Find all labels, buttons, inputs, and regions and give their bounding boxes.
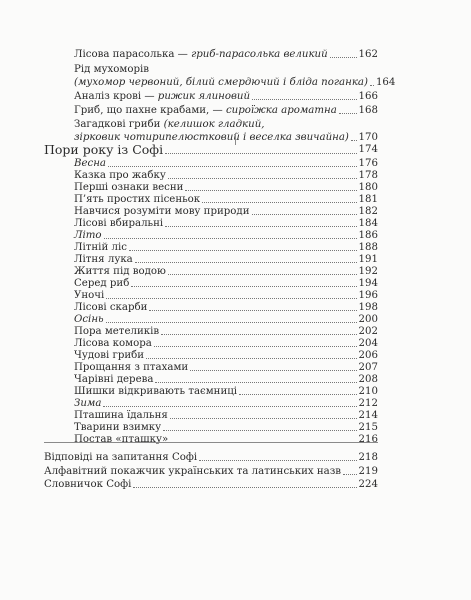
toc-back-matter-entry[interactable] [44,479,378,491]
toc-entry-title: Серед риб [74,278,130,289]
leader-dots [106,322,357,323]
toc-page-number: 194 [358,278,378,289]
toc-entry-title: Життя під водою [74,266,166,277]
toc-page-number: 166 [358,91,378,102]
toc-page-number: 196 [358,290,378,301]
leader-dots [351,140,357,141]
toc-entry-title: Лісові вбиральні [74,218,164,229]
leader-dots [330,57,357,58]
toc-page-number: 164 [375,77,396,88]
leader-dots [252,214,357,215]
leader-dots [103,406,356,407]
toc-entry[interactable] [74,77,396,89]
leader-dots [252,99,357,100]
toc-page-number: 207 [358,362,378,373]
leader-dots [202,202,356,203]
toc-page-number: 224 [358,479,378,490]
toc-entry-subtitle: рижик ялиновий [157,91,251,102]
toc-entry[interactable] [74,434,378,446]
toc-entry[interactable] [74,105,378,117]
toc-entry-title: Чудові гриби [74,350,145,361]
toc-page-number: 218 [358,452,378,463]
leader-dots [108,166,357,167]
toc-entry-title: Рід мухоморів [74,64,149,75]
leader-dots [155,382,356,383]
toc-entry[interactable] [74,386,378,398]
leader-dots [370,85,374,86]
leader-dots [165,226,356,227]
toc-entry-subtitle: сироїжка ароматна [225,105,337,116]
toc-entry-title: Тварини взимку [74,422,162,433]
toc-entry[interactable] [74,182,378,194]
toc-entry[interactable] [74,374,378,386]
toc-page-number: 214 [358,410,378,421]
toc-entry[interactable] [74,242,378,254]
leader-dots [106,298,356,299]
leader-dots [133,487,356,488]
toc-entry-title: Казка про жабку [74,170,166,181]
toc-entry-title: Шишки відкривають таємниці [74,386,238,397]
toc-page-number: 200 [358,314,378,325]
toc-page-number: 184 [358,218,378,229]
toc-entry[interactable] [74,170,378,182]
toc-page-number: 215 [358,422,378,433]
toc-page-number: 198 [358,302,378,313]
toc-back-matter-entry[interactable] [44,452,378,464]
toc-page-number: 208 [358,374,378,385]
toc-entry-title: Уночі [74,290,105,301]
toc-entry-title: Гриб, що пахне крабами, — [74,105,226,116]
toc-entry-subtitle: зірковик чотирипелюстковий і веселка звичайна) [74,132,349,143]
leader-dots [161,334,356,335]
toc-entry[interactable] [74,278,378,290]
toc-page-number: 170 [358,132,378,143]
leader-dots [165,153,356,154]
toc-entry[interactable] [74,338,378,350]
leader-dots [129,250,357,251]
toc-entry-title: Зима [74,398,102,409]
leader-dots [135,262,357,263]
toc-entry-title: Відповіді на запитання Софі [44,452,198,463]
toc-entry-title-text: Загадкові гриби [74,119,164,130]
leader-dots [170,418,357,419]
toc-entry-title: Прощання з птахами [74,362,189,373]
leader-dots [199,460,356,461]
toc-entry-title: Лісова парасолька — [74,49,192,60]
toc-entry-subtitle: (мухомор червоний, білий смердючий і бліда поганка) [74,77,368,88]
leader-dots [239,394,356,395]
toc-page-number: 191 [358,254,378,265]
toc-entry-title: Літо [74,230,102,241]
toc-entry-title: Літня лука [74,254,133,265]
toc-page-number: 204 [358,338,378,349]
toc-season-entry[interactable] [74,158,378,170]
leader-dots [339,113,357,114]
toc-entry[interactable] [74,91,378,103]
toc-entry-subtitle: гриб-парасолька великий [191,49,328,60]
toc-entry[interactable] [74,218,378,230]
toc-entry-title: Літній ліс [74,242,127,253]
toc-page-number: 180 [358,182,378,193]
toc-page-number: 181 [358,194,378,205]
toc-entry-title: Пташина їдальня [74,410,168,421]
toc-page-number: 176 [358,158,378,169]
leader-dots [149,310,356,311]
toc-entry[interactable] [74,422,378,434]
toc-entry[interactable] [74,206,378,218]
toc-entry-subtitle: (келишок гладкий, [163,119,265,130]
toc-page-number: 210 [358,386,378,397]
leader-dots [131,286,356,287]
toc-page-number: 168 [358,105,378,116]
toc-entry-title: Чарівні дерева [74,374,154,385]
toc-entry-title: Перші ознаки весни [74,182,184,193]
toc-entry-title: Осінь [74,314,104,325]
toc-page-number: 202 [358,326,378,337]
leader-dots [185,190,356,191]
leader-dots [104,238,357,239]
toc-entry-title: Навчися розуміти мову природи [74,206,250,217]
toc-entry-title: Весна [74,158,107,169]
toc-page-number: 188 [358,242,378,253]
toc-section-heading[interactable] [44,143,378,157]
toc-entry-title: Алфавітний покажчик українських та латинських назв [44,465,341,477]
toc-entry-title: П’ять простих пісеньок [74,194,201,205]
section-title: Пори року із Софі [44,142,164,157]
leader-dots [154,346,357,347]
toc-entry[interactable] [74,302,378,314]
toc-page-number: 206 [358,350,378,361]
leader-dots [343,474,357,475]
toc-season-entry[interactable] [74,398,378,410]
toc-entry[interactable] [74,350,378,362]
leader-dots [163,430,356,431]
toc-entry[interactable] [74,290,378,302]
toc-entry[interactable] [74,194,378,206]
toc-page-number: 182 [358,206,378,217]
toc-page-number: 178 [358,170,378,181]
toc-entry-title [74,119,265,131]
leader-dots [168,178,357,179]
toc-entry-title: Аналіз крові — [74,91,158,102]
toc-entry-title: Словничок Софі [44,479,132,490]
divider [44,442,378,443]
toc-entry[interactable] [74,266,378,278]
toc-season-entry[interactable] [74,314,378,326]
leader-dots [190,370,356,371]
leader-dots [146,358,356,359]
toc-page-number: 162 [358,49,378,60]
toc-entry[interactable] [74,410,378,422]
toc-entry-title: Лісові скарби [74,302,148,313]
toc-entry[interactable] [74,49,378,61]
toc-page-number: 216 [358,434,378,445]
toc-entry[interactable] [74,326,378,338]
toc-page-number: 192 [358,266,378,277]
toc-page-number: 174 [358,144,378,155]
toc-season-entry[interactable] [74,230,378,242]
toc-page-number: 212 [358,398,378,409]
toc-back-matter-entry[interactable] [44,466,378,478]
toc-page-number: 186 [358,230,378,241]
toc-entry-title: Лісова комора [74,338,152,349]
toc-page-number: 219 [358,465,378,477]
toc-entry[interactable] [74,362,378,374]
leader-dots [168,274,357,275]
toc-entry-title: Постав «пташку» [74,434,169,445]
toc-entry-title: Пора метеликів [74,326,160,337]
toc-entry[interactable] [74,254,378,266]
